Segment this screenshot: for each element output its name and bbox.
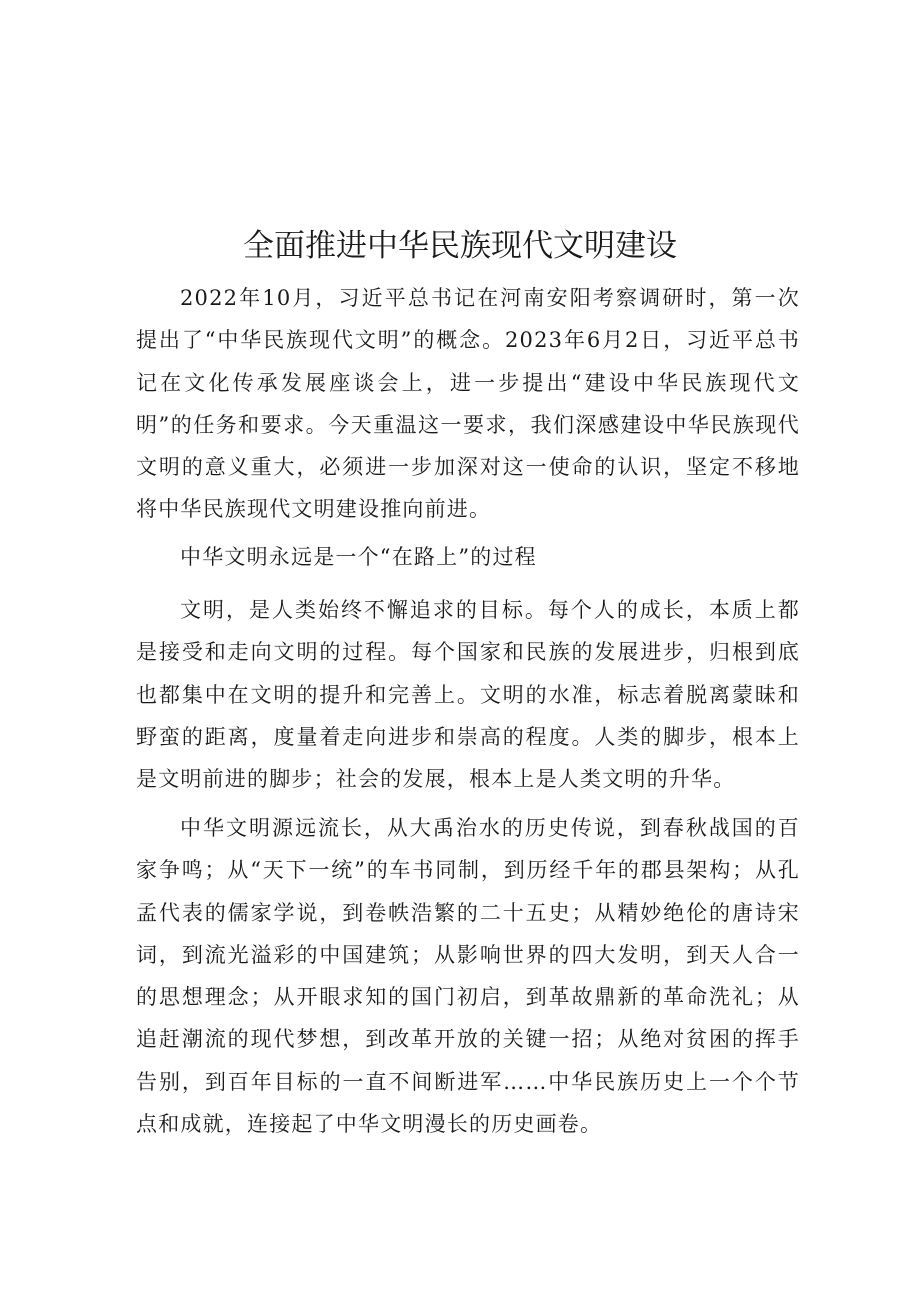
paragraph-history: 中华文明源远流长，从大禹治水的历史传说，到春秋战国的百家争鸣；从“天下一统”的车书同制，到历经千年的郡县架构；从孔孟代表的儒家学说，到卷帙浩繁的二十五史；从精妙绝伦的唐诗宋词，到流光溢彩的中国建筑；从影响世界的四大发明，到天人合一的思想理念；从开眼求知的国门初启，到革故鼎新的革命洗礼；从追赶潮流的现代梦想，到改革开放的关键一招；从绝对贫困的挥手告别，到百年目标的一直不间断进军……中华民族历史上一个个节点和成就，连接起了中华文明漫长的历史画卷。 bbox=[136, 816, 800, 1137]
paragraph-civilization: 文明，是人类始终不懈追求的目标。每个人的成长，本质上都是接受和走向文明的过程。每个国家和民族的发展进步，归根到底也都集中在文明的提升和完善上。文明的水准，标志着脱离蒙昧和野蛮的距离，度量着走向进步和崇高的程度。人类的脚步，根本上是文明前进的脚步；社会的发展，根本上是人类文明的升华。 bbox=[136, 598, 800, 792]
document-title: 全面推进中华民族现代文明建设 bbox=[243, 228, 677, 264]
paragraph-intro: 2022年10月，习近平总书记在河南安阳考察调研时，第一次提出了“中华民族现代文明”的概念。2023年6月2日，习近平总书记在文化传承发展座谈会上，进一步提出“建设中华民族现代文明”的任务和要求。今天重温这一要求，我们深感建设中华民族现代文明的意义重大，必须进一步加深对这一使命的认识，坚定不移地将中华民族现代文明建设推向前进。 bbox=[136, 286, 800, 522]
section-heading: 中华文明永远是一个“在路上”的过程 bbox=[180, 545, 537, 569]
